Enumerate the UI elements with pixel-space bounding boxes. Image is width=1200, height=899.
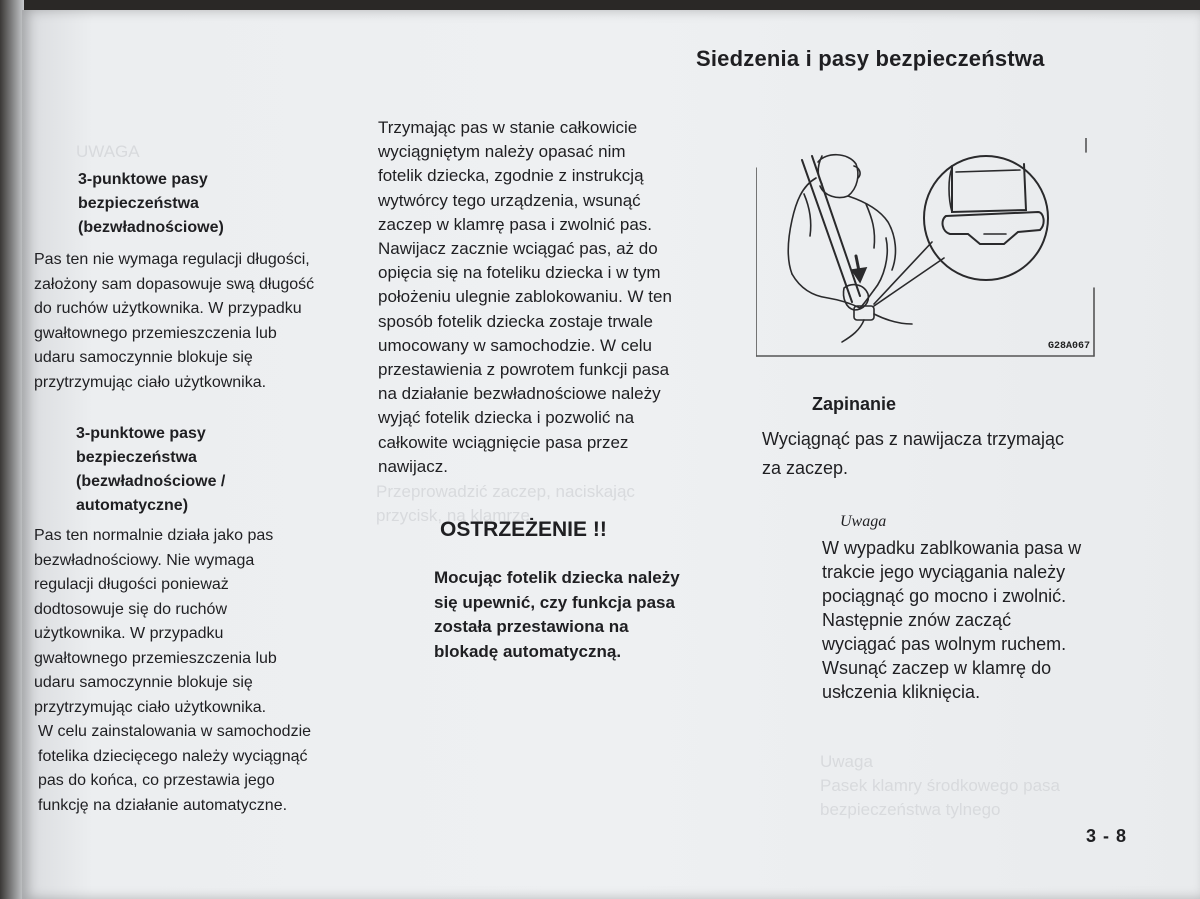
- page-number: 3 - 8: [1086, 826, 1128, 846]
- body-line: dodtosowuje się do ruchów: [34, 600, 228, 618]
- body-line: Nawijacz zacznie wciągać pas, aż do: [378, 239, 658, 259]
- note-title: Uwaga: [840, 513, 887, 530]
- heading-line: (bezwładnościowe /: [76, 473, 226, 490]
- body-line: Wyciągnąć pas z nawijacza trzymając: [762, 429, 1064, 449]
- body-line: umocowany w samochodzie. W celu: [378, 335, 653, 355]
- body-line: regulacji długości ponieważ: [34, 576, 229, 593]
- body-line: użytkownika. W przypadku: [34, 625, 224, 642]
- child-seat-instructions: [378, 116, 738, 479]
- body-line: na działanie bezwładnościowe należy: [378, 384, 661, 404]
- body-line: udaru samoczynnie blokuje się: [34, 349, 253, 366]
- heading-line: bezpieczeństwa: [78, 195, 199, 212]
- note-line: W wypadku zablkowania pasa w: [822, 538, 1082, 558]
- fastening-body: [762, 425, 1132, 483]
- section-body-inertial: [34, 248, 364, 395]
- seatbelt-drawing: [756, 138, 1098, 360]
- note-body: [822, 536, 1142, 704]
- body-line: Trzymając pas w stanie całkowicie: [378, 118, 638, 137]
- bleed-through-text: UWAGA: [76, 142, 140, 161]
- heading-line: bezpieczeństwa: [76, 449, 197, 466]
- warning-body: [434, 566, 754, 664]
- section-body-automatic: [34, 524, 364, 720]
- bleed-through-text: Przeprowadzić zaczep, naciskając przycisk, na klamrze: [376, 482, 635, 525]
- body-line: do ruchów użytkownika. W przypadku: [34, 300, 302, 317]
- page-title: Siedzenia i pasy bezpieczeństwa: [696, 46, 1045, 71]
- section-body-child-seat: [38, 720, 368, 818]
- body-line: przytrzymując ciało użytkownika.: [34, 698, 267, 716]
- body-line: Pas ten nie wymaga regulacji długości,: [34, 251, 310, 268]
- body-line: bezwładnościowy. Nie wymaga: [34, 551, 255, 569]
- note-line: Następnie znów zacząć: [822, 610, 1012, 630]
- note-line: trakcie jego wyciągania należy: [822, 562, 1066, 582]
- body-line: za zaczep.: [762, 458, 849, 478]
- warning-line: się upewnić, czy funkcja pasa: [434, 592, 675, 612]
- body-line: sposób fotelik dziecka zostaje trwale: [378, 311, 653, 331]
- body-line: funkcję na działanie automatyczne.: [38, 796, 288, 814]
- warning-title: OSTRZEŻENIE !!: [440, 518, 607, 541]
- body-line: wyjąć fotelik dziecka i pozwolić na: [378, 408, 635, 428]
- body-line: opięcia się na foteliku dziecka i w tym: [378, 263, 661, 283]
- body-line: nawijacz.: [378, 456, 448, 476]
- body-line: przytrzymując ciało użytkownika.: [34, 373, 267, 391]
- heading-line: 3-punktowe pasy: [78, 171, 208, 188]
- body-line: całkowite wciągnięcie pasa przez: [378, 432, 629, 452]
- note-line: usłczenia kliknięcia.: [822, 682, 981, 702]
- body-line: położeniu ulegnie zablokowaniu. W ten: [378, 287, 672, 307]
- warning-line: Mocując fotelik dziecka należy: [434, 568, 680, 587]
- body-line: Pas ten normalnie działa jako pas: [34, 527, 274, 544]
- body-line: gwałtownego przemieszczenia lub: [34, 324, 277, 342]
- body-line: W celu zainstalowania w samochodzie: [38, 723, 312, 740]
- body-line: zaczep w klamrę pasa i zwolnić pas.: [378, 214, 653, 234]
- body-line: fotelika dziecięcego należy wyciągnąć: [38, 747, 308, 765]
- body-line: wytwórcy tego urządzenia, wsunąć: [378, 190, 641, 210]
- heading-line: (bezwładnościowe): [78, 219, 224, 236]
- note-line: wyciągać pas wolnym ruchem.: [822, 634, 1067, 654]
- note-line: pociągnąć go mocno i zwolnić.: [822, 586, 1067, 606]
- warning-line: blokadę automatyczną.: [434, 641, 622, 661]
- warning-line: została przestawiona na: [434, 617, 629, 636]
- section-heading-automatic: [76, 422, 336, 518]
- fastening-title: Zapinanie: [812, 394, 897, 414]
- body-line: wyciągniętym należy opasać nim: [378, 142, 626, 162]
- heading-line: 3-punktowe pasy: [76, 425, 206, 442]
- body-line: fotelik dziecka, zgodnie z instrukcją: [378, 166, 644, 186]
- seatbelt-illustration: [756, 138, 1098, 360]
- body-line: udaru samoczynnie blokuje się: [34, 674, 253, 691]
- note-line: Wsunąć zaczep w klamrę do: [822, 658, 1052, 678]
- section-heading-inertial: [78, 168, 338, 240]
- heading-line: automatyczne): [76, 497, 189, 514]
- bleed-through-text: Uwaga Pasek klamry środkowego pasa bezpieczeństwa tylnego: [820, 752, 1061, 819]
- body-line: gwałtownego przemieszczenia lub: [34, 649, 277, 667]
- body-line: pas do końca, co przestawia jego: [38, 772, 275, 789]
- body-line: założony sam dopasowuje swą długość: [34, 275, 315, 293]
- figure-code: G28A067: [1047, 341, 1090, 352]
- body-line: przestawienia z powrotem funkcji pasa: [378, 360, 670, 380]
- book-spine: [0, 0, 24, 899]
